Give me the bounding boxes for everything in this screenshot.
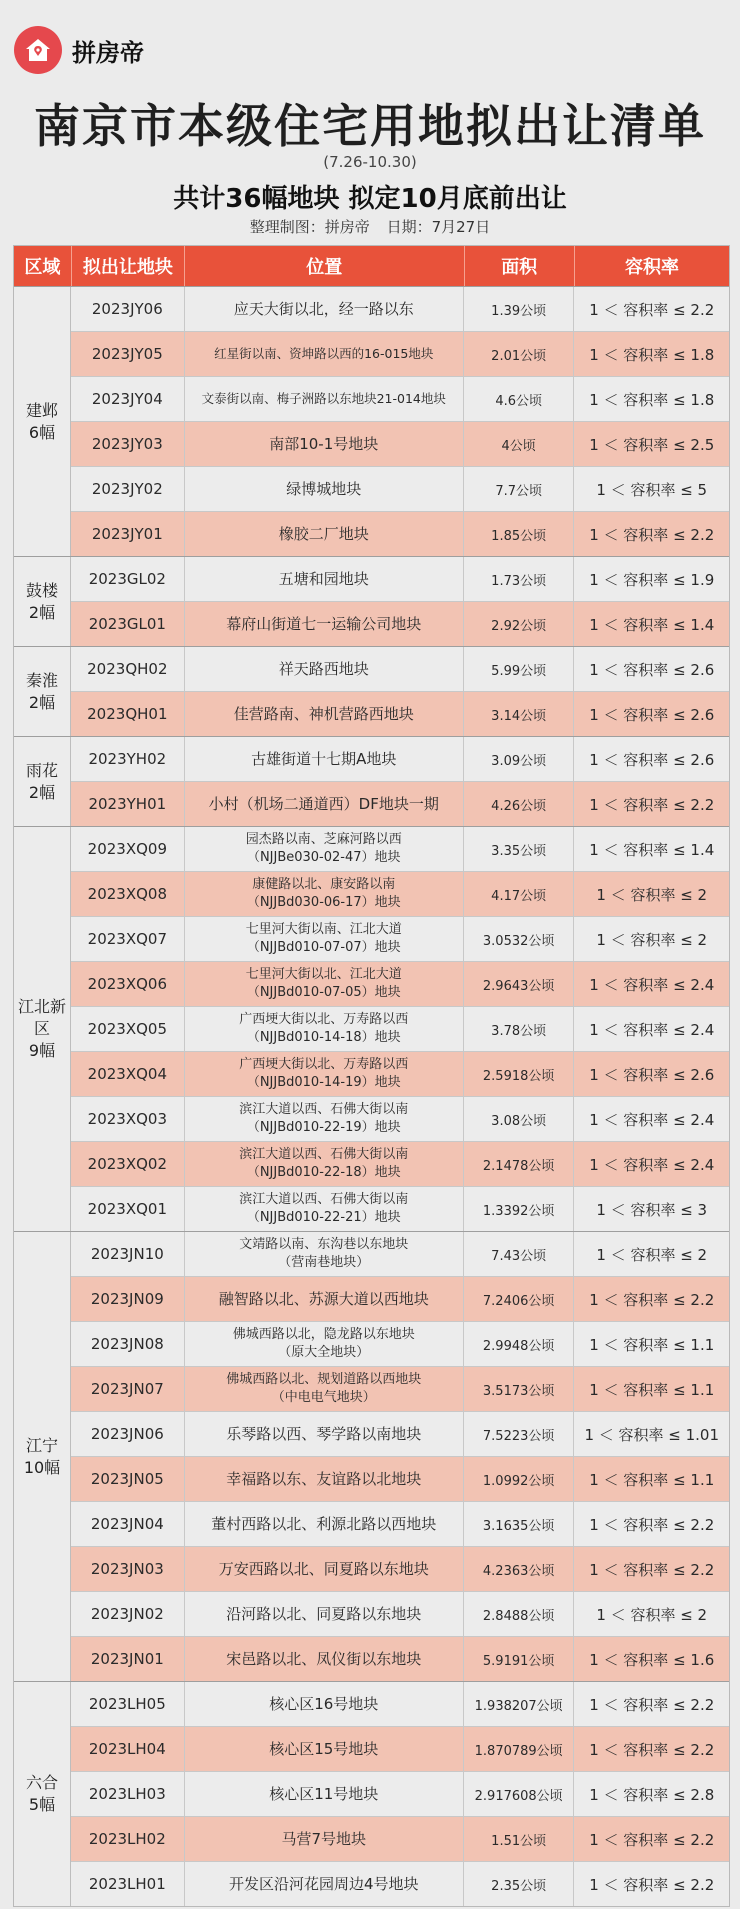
plot-far: 1 ＜ 容积率 ≤ 2 [596, 930, 708, 949]
plot-far: 1 ＜ 容积率 ≤ 2.6 [589, 750, 715, 769]
table-row [71, 1682, 729, 1726]
plot-far: 1 ＜ 容积率 ≤ 2.2 [589, 795, 715, 814]
plot-code: 2023LH03 [71, 1772, 185, 1816]
plot-far: 1 ＜ 容积率 ≤ 2.6 [589, 705, 715, 724]
table-row [71, 871, 729, 916]
plot-area: 3.1635公顷 [464, 1502, 575, 1546]
plot-far: 1 ＜ 容积率 ≤ 2 [596, 1605, 708, 1624]
plot-location: 古雄街道十七期A地块 [185, 737, 464, 781]
plot-code: 2023JY05 [71, 332, 185, 376]
plot-location: 七里河大街以南、江北大道 （NJJBd010-07-07）地块 [185, 917, 464, 961]
plot-location: 应天大街以北，经一路以东 [185, 287, 464, 331]
plot-far: 1 ＜ 容积率 ≤ 2.2 [589, 525, 715, 544]
plot-area: 2.35公顷 [464, 1862, 575, 1906]
table-row [71, 1456, 729, 1501]
plot-far: 1 ＜ 容积率 ≤ 1.6 [589, 1650, 715, 1669]
plot-area: 2.917608公顷 [464, 1772, 575, 1816]
plot-area: 3.0532公顷 [464, 917, 575, 961]
plot-code: 2023XQ03 [71, 1097, 185, 1141]
region-cell: 鼓楼 2幅 [14, 557, 71, 646]
table-row [71, 1771, 729, 1816]
table-row [71, 1276, 729, 1321]
table-row [71, 511, 729, 556]
plot-location: 幕府山街道七一运输公司地块 [185, 602, 464, 646]
region-cell: 秦淮 2幅 [14, 647, 71, 736]
plot-far: 1 ＜ 容积率 ≤ 2.6 [589, 1065, 715, 1084]
plot-area: 3.5173公顷 [464, 1367, 575, 1411]
plot-code: 2023XQ08 [71, 872, 185, 916]
plot-area: 2.8488公顷 [464, 1592, 575, 1636]
region-rows [71, 827, 729, 1231]
region-rows [71, 287, 729, 556]
plot-area: 2.5918公顷 [464, 1052, 575, 1096]
plot-far: 1 ＜ 容积率 ≤ 1.8 [589, 345, 715, 364]
table-row [71, 1186, 729, 1231]
plot-code: 2023GL02 [71, 557, 185, 601]
plot-far: 1 ＜ 容积率 ≤ 2.5 [589, 435, 715, 454]
plot-code: 2023XQ09 [71, 827, 185, 871]
table-row [71, 1096, 729, 1141]
plot-location: 橡胶二厂地块 [185, 512, 464, 556]
plot-area: 1.39公顷 [464, 287, 575, 331]
table-row [71, 1726, 729, 1771]
plot-location: 七里河大街以北、江北大道 （NJJBd010-07-05）地块 [185, 962, 464, 1006]
plot-location: 佛城西路以北，隐龙路以东地块 （原大全地块） [185, 1322, 464, 1366]
plot-far: 1 ＜ 容积率 ≤ 2.2 [589, 300, 715, 319]
plot-code: 2023JN03 [71, 1547, 185, 1591]
plot-area: 3.35公顷 [464, 827, 575, 871]
plot-code: 2023YH02 [71, 737, 185, 781]
plot-far: 1 ＜ 容积率 ≤ 5 [596, 480, 708, 499]
region-cell: 建邺 6幅 [14, 287, 71, 556]
table-body [14, 286, 729, 1906]
plot-code: 2023JN10 [71, 1232, 185, 1276]
plot-location: 广西埂大街以北、万寿路以西 （NJJBd010-14-18）地块 [185, 1007, 464, 1051]
plot-location: 幸福路以东、友谊路以北地块 [185, 1457, 464, 1501]
plot-location: 万安西路以北、同夏路以东地块 [185, 1547, 464, 1591]
plot-code: 2023JN05 [71, 1457, 185, 1501]
plot-location: 核心区16号地块 [185, 1682, 464, 1726]
plot-area: 3.09公顷 [464, 737, 575, 781]
plot-location: 滨江大道以西、石佛大街以南 （NJJBd010-22-18）地块 [185, 1142, 464, 1186]
plot-area: 2.92公顷 [464, 602, 575, 646]
plot-area: 7.5223公顷 [464, 1412, 575, 1456]
table-row [71, 647, 729, 691]
table-row [71, 961, 729, 1006]
house-logo-icon [14, 26, 62, 74]
plot-area: 7.43公顷 [464, 1232, 575, 1276]
region-rows [71, 647, 729, 736]
plot-far: 1 ＜ 容积率 ≤ 1.1 [589, 1380, 715, 1399]
plot-code: 2023XQ01 [71, 1187, 185, 1231]
plot-area: 4.17公顷 [464, 872, 575, 916]
plot-area: 4.26公顷 [464, 782, 575, 826]
table-row [71, 827, 729, 871]
table-row [71, 421, 729, 466]
plot-location: 董村西路以北、利源北路以西地块 [185, 1502, 464, 1546]
table-row [71, 1411, 729, 1456]
plot-area: 3.08公顷 [464, 1097, 575, 1141]
plot-area: 5.99公顷 [464, 647, 575, 691]
table-row [71, 1816, 729, 1861]
plot-location: 文泰街以南、梅子洲路以东地块21-014地块 [185, 377, 464, 421]
land-list-table [13, 245, 730, 1907]
plot-code: 2023LH01 [71, 1862, 185, 1906]
plot-location: 乐琴路以西、琴学路以南地块 [185, 1412, 464, 1456]
plot-location: 核心区11号地块 [185, 1772, 464, 1816]
plot-location: 广西埂大街以北、万寿路以西 （NJJBd010-14-19）地块 [185, 1052, 464, 1096]
plot-far: 1 ＜ 容积率 ≤ 2.2 [589, 1695, 715, 1714]
plot-far: 1 ＜ 容积率 ≤ 2.2 [589, 1290, 715, 1309]
plot-area: 3.14公顷 [464, 692, 575, 736]
header-far: 容积率 [624, 257, 679, 278]
plot-area: 1.51公顷 [464, 1817, 575, 1861]
brand [14, 26, 144, 74]
plot-area: 4公顷 [464, 422, 575, 466]
plot-far: 1 ＜ 容积率 ≤ 2.2 [589, 1515, 715, 1534]
region-group [14, 646, 729, 736]
plot-area: 1.3392公顷 [464, 1187, 575, 1231]
table-row [71, 1591, 729, 1636]
table-row [71, 1501, 729, 1546]
plot-code: 2023JN08 [71, 1322, 185, 1366]
plot-far: 1 ＜ 容积率 ≤ 1.4 [589, 615, 715, 634]
plot-location: 滨江大道以西、石佛大街以南 （NJJBd010-22-19）地块 [185, 1097, 464, 1141]
plot-far: 1 ＜ 容积率 ≤ 2.2 [589, 1560, 715, 1579]
plot-location: 五塘和园地块 [185, 557, 464, 601]
plot-far: 1 ＜ 容积率 ≤ 2 [596, 1245, 708, 1264]
plot-code: 2023XQ04 [71, 1052, 185, 1096]
plot-area: 2.9948公顷 [464, 1322, 575, 1366]
plot-area: 2.01公顷 [464, 332, 575, 376]
plot-code: 2023LH02 [71, 1817, 185, 1861]
credit-date: 日期：7月27日 [386, 218, 491, 236]
plot-code: 2023JN09 [71, 1277, 185, 1321]
table-row [71, 781, 729, 826]
plot-area: 2.9643公顷 [464, 962, 575, 1006]
table-row [71, 737, 729, 781]
table-row [71, 1232, 729, 1276]
plot-area: 7.2406公顷 [464, 1277, 575, 1321]
table-row [71, 1546, 729, 1591]
header-location: 位置 [185, 246, 464, 286]
plot-code: 2023JY04 [71, 377, 185, 421]
table-row [71, 557, 729, 601]
region-cell: 江北新 区 9幅 [14, 827, 71, 1231]
plot-far: 1 ＜ 容积率 ≤ 2.2 [589, 1875, 715, 1894]
header-region: 区域 [14, 246, 72, 286]
table-row [71, 1861, 729, 1906]
plot-code: 2023JY01 [71, 512, 185, 556]
brand-name: 拼房帝 [72, 38, 144, 67]
plot-far: 1 ＜ 容积率 ≤ 2 [596, 885, 708, 904]
region-group [14, 826, 729, 1231]
plot-area: 5.9191公顷 [464, 1637, 575, 1681]
plot-location: 融智路以北、苏源大道以西地块 [185, 1277, 464, 1321]
table-row [71, 916, 729, 961]
page-title: 南京市本级住宅用地拟出让清单 [34, 99, 706, 153]
plot-code: 2023JN04 [71, 1502, 185, 1546]
plot-far: 1 ＜ 容积率 ≤ 3 [596, 1200, 708, 1219]
plot-far: 1 ＜ 容积率 ≤ 2.2 [589, 1830, 715, 1849]
plot-location: 文靖路以南、东沟巷以东地块 （营南巷地块） [185, 1232, 464, 1276]
plot-location: 佳营路南、神机营路西地块 [185, 692, 464, 736]
plot-location: 红星街以南、资坤路以西的16-015地块 [185, 332, 464, 376]
plot-location: 马营7号地块 [185, 1817, 464, 1861]
plot-location: 康健路以北、康安路以南 （NJJBd030-06-17）地块 [185, 872, 464, 916]
plot-area: 1.938207公顷 [464, 1682, 575, 1726]
table-row [71, 331, 729, 376]
plot-location: 祥天路西地块 [185, 647, 464, 691]
plot-area: 4.2363公顷 [464, 1547, 575, 1591]
plot-far: 1 ＜ 容积率 ≤ 1.1 [589, 1470, 715, 1489]
plot-location: 核心区15号地块 [185, 1727, 464, 1771]
table-header [14, 246, 729, 286]
plot-code: 2023JY06 [71, 287, 185, 331]
region-group [14, 556, 729, 646]
plot-code: 2023XQ05 [71, 1007, 185, 1051]
table-row [71, 601, 729, 646]
date-range: (7.26-10.30) [323, 153, 417, 171]
plot-area: 7.7公顷 [464, 467, 575, 511]
table-row [71, 1051, 729, 1096]
plot-location: 小村（机场二通道西）DF地块一期 [185, 782, 464, 826]
table-row [71, 466, 729, 511]
plot-far: 1 ＜ 容积率 ≤ 2.4 [589, 1155, 715, 1174]
plot-far: 1 ＜ 容积率 ≤ 2.6 [589, 660, 715, 679]
page-subtitle: 共计36幅地块 拟定10月底前出让 [173, 184, 567, 214]
region-group [14, 286, 729, 556]
credit-line [0, 216, 740, 237]
plot-area: 4.6公顷 [464, 377, 575, 421]
region-rows [71, 1232, 729, 1681]
header-area: 面积 [465, 246, 575, 286]
plot-location: 南部10-1号地块 [185, 422, 464, 466]
plot-area: 1.870789公顷 [464, 1727, 575, 1771]
region-group [14, 1681, 729, 1906]
plot-far: 1 ＜ 容积率 ≤ 2.2 [589, 1740, 715, 1759]
plot-area: 1.85公顷 [464, 512, 575, 556]
plot-code: 2023XQ02 [71, 1142, 185, 1186]
plot-code: 2023JY03 [71, 422, 185, 466]
plot-location: 开发区沿河花园周边4号地块 [185, 1862, 464, 1906]
region-rows [71, 737, 729, 826]
table-row [71, 1636, 729, 1681]
plot-area: 2.1478公顷 [464, 1142, 575, 1186]
region-rows [71, 1682, 729, 1906]
region-cell: 六合 5幅 [14, 1682, 71, 1906]
plot-code: 2023JN06 [71, 1412, 185, 1456]
table-row [71, 1141, 729, 1186]
plot-location: 园杰路以南、芝麻河路以西 （NJJBe030-02-47）地块 [185, 827, 464, 871]
plot-area: 1.0992公顷 [464, 1457, 575, 1501]
plot-area: 3.78公顷 [464, 1007, 575, 1051]
plot-location: 沿河路以北、同夏路以东地块 [185, 1592, 464, 1636]
plot-far: 1 ＜ 容积率 ≤ 2.4 [589, 1110, 715, 1129]
plot-code: 2023XQ07 [71, 917, 185, 961]
table-row [71, 287, 729, 331]
plot-far: 1 ＜ 容积率 ≤ 1.8 [589, 390, 715, 409]
plot-far: 1 ＜ 容积率 ≤ 1.9 [589, 570, 715, 589]
region-group [14, 1231, 729, 1681]
plot-code: 2023JN07 [71, 1367, 185, 1411]
region-cell: 江宁 10幅 [14, 1232, 71, 1681]
plot-far: 1 ＜ 容积率 ≤ 2.8 [589, 1785, 715, 1804]
table-row [71, 1321, 729, 1366]
plot-far: 1 ＜ 容积率 ≤ 2.4 [589, 975, 715, 994]
plot-far: 1 ＜ 容积率 ≤ 2.4 [589, 1020, 715, 1039]
region-group [14, 736, 729, 826]
table-row [71, 376, 729, 421]
credit-maker: 整理制图：拼房帝 [249, 218, 370, 236]
plot-code: 2023LH04 [71, 1727, 185, 1771]
table-row [71, 1366, 729, 1411]
table-row [71, 691, 729, 736]
header-plot: 拟出让地块 [72, 246, 185, 286]
plot-code: 2023QH02 [71, 647, 185, 691]
region-rows [71, 557, 729, 646]
plot-location: 绿博城地块 [185, 467, 464, 511]
region-cell: 雨花 2幅 [14, 737, 71, 826]
plot-code: 2023YH01 [71, 782, 185, 826]
plot-location: 佛城西路以北、规划道路以西地块 （中电电气地块） [185, 1367, 464, 1411]
plot-code: 2023JY02 [71, 467, 185, 511]
plot-code: 2023XQ06 [71, 962, 185, 1006]
table-row [71, 1006, 729, 1051]
plot-code: 2023LH05 [71, 1682, 185, 1726]
plot-code: 2023GL01 [71, 602, 185, 646]
plot-location: 宋邑路以北、凤仪街以东地块 [185, 1637, 464, 1681]
plot-code: 2023QH01 [71, 692, 185, 736]
plot-far: 1 ＜ 容积率 ≤ 1.1 [589, 1335, 715, 1354]
plot-far: 1 ＜ 容积率 ≤ 1.4 [589, 840, 715, 859]
plot-code: 2023JN01 [71, 1637, 185, 1681]
plot-area: 1.73公顷 [464, 557, 575, 601]
plot-code: 2023JN02 [71, 1592, 185, 1636]
plot-location: 滨江大道以西、石佛大街以南 （NJJBd010-22-21）地块 [185, 1187, 464, 1231]
plot-far: 1 ＜ 容积率 ≤ 1.01 [584, 1425, 720, 1444]
